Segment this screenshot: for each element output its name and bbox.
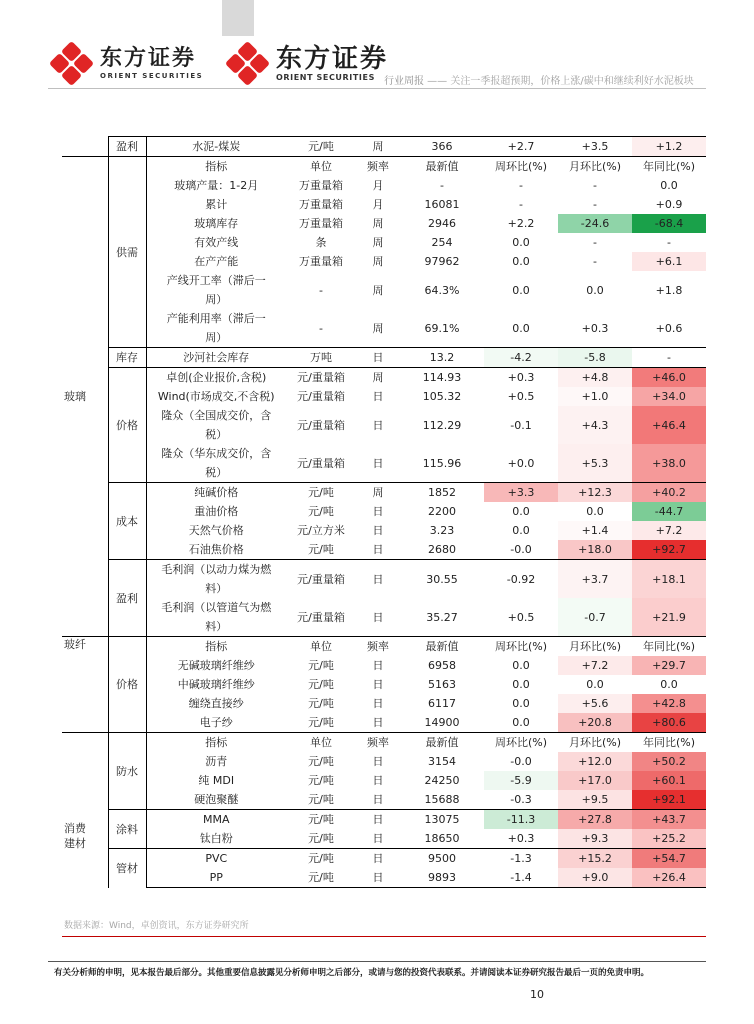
unit-cell: - (319, 283, 323, 297)
indicator-cell: 缠绕直接纱 (188, 697, 244, 710)
latest-value-cell: 114.93 (400, 368, 484, 388)
unit-cell: 元/重量箱 (286, 560, 356, 599)
indicator-cell: 沥青 (205, 755, 228, 768)
frequency-cell: 月 (372, 179, 384, 192)
indicator-cell: 产能利用率（滞后一周） (166, 312, 266, 344)
wow-change-cell: -11.3 (484, 810, 558, 830)
table-row (62, 790, 706, 810)
disclaimer: 有关分析师的申明，见本报告最后部分。其他重要信息披露见分析师申明之后部分，或请与您的投资代表联系。并请阅读本证券研究报告最后一页的免责申明。 (54, 968, 650, 978)
mom-change-cell: +15.2 (558, 849, 632, 869)
indicator-cell: MMA (146, 810, 286, 830)
latest-value-cell: 35.27 (426, 610, 458, 624)
latest-value-cell: 69.1% (424, 321, 460, 335)
category-cell (62, 733, 108, 888)
frequency-cell: 日 (356, 810, 400, 830)
indicator-cell: 重油价格 (194, 505, 239, 518)
unit-cell: 元/吨 (308, 774, 334, 787)
unit-cell: 万重量箱 (299, 255, 343, 268)
unit-cell: 元/重量箱 (297, 390, 345, 403)
yoy-change-cell: -44.7 (632, 502, 706, 521)
table-row (62, 233, 706, 252)
frequency-cell: 日 (372, 543, 384, 556)
table-row (62, 713, 706, 733)
yoy-change-cell: +18.1 (632, 560, 706, 599)
frequency-cell: 日 (372, 716, 384, 729)
wow-change-cell: +0.5 (507, 390, 535, 403)
unit-cell: - (319, 321, 323, 335)
wow-change-cell: 0.0 (512, 236, 530, 249)
yoy-change-cell: +46.4 (632, 406, 706, 444)
latest-value-cell: - (440, 179, 444, 192)
latest-value-cell: 3154 (428, 755, 456, 768)
subgroup-cell: 价格 (108, 368, 146, 483)
indicator-cell: 毛利润（以动力煤为燃料） (146, 560, 286, 599)
mom-change-cell: +17.0 (558, 771, 632, 790)
mom-change-cell: 月环比(%) (558, 733, 632, 753)
wow-change-cell: 0.0 (512, 659, 530, 672)
indicator-cell: 纯碱价格 (146, 483, 286, 503)
latest-value-cell: 13.2 (400, 348, 484, 368)
latest-value-cell: 2680 (428, 543, 456, 556)
table-row (62, 195, 706, 214)
indicator-cell: 玻璃产量：1-2月 (174, 179, 259, 192)
wow-change-cell: -1.3 (484, 849, 558, 869)
unit-cell: 元/吨 (286, 483, 356, 503)
unit-cell: 单位 (286, 733, 356, 753)
latest-value-cell: 6958 (428, 659, 456, 672)
frequency-cell: 周 (372, 321, 384, 335)
mom-change-cell: +0.3 (581, 321, 609, 335)
wow-change-cell: +2.2 (507, 217, 535, 230)
wow-change-cell: -4.2 (484, 348, 558, 368)
unit-cell: 元/吨 (308, 832, 334, 845)
company-logo-small (52, 44, 203, 84)
frequency-cell: 周 (356, 483, 400, 503)
mom-change-cell: - (593, 198, 597, 211)
latest-value-cell: 115.96 (422, 456, 462, 470)
indicator-cell: 指标 (146, 157, 286, 177)
table-row (62, 387, 706, 406)
yoy-change-cell: - (632, 348, 706, 368)
indicator-cell: 卓创(企业报价,含税) (146, 368, 286, 388)
wow-change-cell: +0.5 (507, 610, 535, 624)
mom-change-cell: +5.3 (558, 444, 632, 483)
report-title: —— 关注一季报超预期，价格上涨/碳中和继续利好水泥板块 (424, 76, 694, 87)
mom-change-cell: - (593, 179, 597, 192)
frequency-cell: 日 (372, 610, 384, 624)
mom-change-cell: 0.0 (586, 283, 604, 297)
yoy-change-cell: +60.1 (632, 771, 706, 790)
mom-change-cell: 月环比(%) (558, 157, 632, 177)
table-row (62, 849, 706, 869)
unit-cell: 元/重量箱 (297, 418, 345, 432)
unit-cell: 万吨 (286, 348, 356, 368)
logo-en-text: ORIENT SECURITIES (100, 72, 204, 80)
yoy-change-cell: 0.0 (660, 678, 678, 691)
unit-cell: 元/重量箱 (297, 610, 345, 624)
frequency-cell: 日 (372, 774, 384, 787)
table-row (62, 810, 706, 830)
unit-cell: 元/重量箱 (297, 456, 345, 470)
subgroup-cell: 防水 (108, 733, 146, 810)
latest-value-cell: 5163 (428, 678, 456, 691)
frequency-cell: 日 (372, 390, 384, 403)
yoy-change-cell: +29.7 (632, 656, 706, 675)
frequency-cell: 日 (372, 505, 384, 518)
table-row (62, 157, 706, 177)
latest-value-cell: 13075 (400, 810, 484, 830)
yoy-change-cell: +50.2 (632, 752, 706, 771)
building-materials-data-table (62, 136, 706, 888)
latest-value-cell: 24250 (424, 774, 460, 787)
source-divider (62, 936, 706, 937)
frequency-cell: 周 (372, 255, 384, 268)
yoy-change-cell: +1.8 (655, 283, 683, 297)
latest-value-cell: 3.23 (429, 524, 455, 537)
table-row (62, 637, 706, 657)
latest-value-cell: 9500 (400, 849, 484, 869)
indicator-cell: 天然气价格 (188, 524, 244, 537)
table-row (62, 752, 706, 771)
unit-cell: 元/吨 (308, 697, 334, 710)
table-row (62, 675, 706, 694)
wow-change-cell: -0.92 (484, 560, 558, 599)
subgroup-cell: 供需 (108, 157, 146, 348)
mom-change-cell: +1.0 (558, 387, 632, 406)
mom-change-cell: +9.0 (558, 868, 632, 888)
indicator-cell: 硬泡聚醚 (194, 793, 239, 806)
indicator-cell: 在产产能 (194, 255, 239, 268)
wow-change-cell: 周环比(%) (484, 157, 558, 177)
mom-change-cell: - (593, 255, 597, 268)
latest-value-cell: 112.29 (422, 418, 462, 432)
table-row (62, 483, 706, 503)
frequency-cell: 日 (356, 868, 400, 888)
indicator-cell: PP (146, 868, 286, 888)
unit-cell: 万重量箱 (299, 217, 343, 230)
table-row (62, 656, 706, 675)
indicator-cell: 中碱玻璃纤维纱 (177, 678, 255, 691)
indicator-cell: 电子纱 (199, 716, 233, 729)
report-header (384, 72, 694, 87)
unit-cell: 元/吨 (308, 678, 334, 691)
frequency-cell: 日 (372, 659, 384, 672)
latest-value-cell: 97962 (424, 255, 460, 268)
yoy-change-cell: +0.6 (655, 321, 683, 335)
indicator-cell: 指标 (146, 733, 286, 753)
header-divider (48, 88, 706, 89)
indicator-cell: Wind(市场成交,不含税) (157, 390, 275, 403)
unit-cell: 万重量箱 (299, 179, 343, 192)
wow-change-cell: 周环比(%) (484, 733, 558, 753)
table-row (62, 560, 706, 599)
table-row (62, 214, 706, 233)
yoy-change-cell: +40.2 (632, 483, 706, 503)
mom-change-cell: 0.0 (586, 678, 604, 691)
indicator-cell: 有效产线 (194, 236, 239, 249)
table-row (62, 694, 706, 713)
frequency-cell: 周 (372, 283, 384, 297)
footer-divider (48, 961, 706, 962)
table-row (62, 309, 706, 348)
mom-change-cell: +12.3 (558, 483, 632, 503)
table-row (62, 771, 706, 790)
unit-cell: 单位 (286, 637, 356, 657)
yoy-change-cell: +54.7 (632, 849, 706, 869)
yoy-change-cell: +34.0 (632, 387, 706, 406)
indicator-cell: 无碱玻璃纤维纱 (177, 659, 255, 672)
wow-change-cell: 周环比(%) (484, 637, 558, 657)
mom-change-cell: +1.4 (558, 521, 632, 540)
logo-cn-text: 东方证券 (276, 44, 389, 74)
table-row (62, 540, 706, 560)
category-cell: 玻纤 (62, 637, 108, 733)
unit-cell: 元/吨 (286, 137, 356, 157)
yoy-change-cell: - (667, 236, 671, 249)
wow-change-cell: 0.0 (512, 321, 530, 335)
category-cell: 玻璃 (62, 157, 108, 637)
category-label-line2: 建材 (64, 837, 86, 851)
indicator-cell: 钛白粉 (199, 832, 233, 845)
data-source: 数据来源：Wind，卓创资讯，东方证券研究所 (64, 921, 249, 931)
wow-change-cell: 0.0 (512, 283, 530, 297)
logo-en-text: ORIENT SECURITIES (276, 73, 375, 82)
indicator-cell: PVC (146, 849, 286, 869)
frequency-cell: 日 (356, 348, 400, 368)
indicator-cell: 隆众（华东成交价，含税） (161, 447, 272, 479)
mom-change-cell: +4.8 (558, 368, 632, 388)
indicator-cell: 石油焦价格 (188, 543, 244, 556)
wow-change-cell: +0.0 (507, 456, 535, 470)
table-row (62, 252, 706, 271)
frequency-cell: 周 (356, 137, 400, 157)
yoy-change-cell: +6.1 (632, 252, 706, 271)
mom-change-cell: +27.8 (558, 810, 632, 830)
yoy-change-cell: 0.0 (660, 179, 678, 192)
table-row (62, 521, 706, 540)
wow-change-cell: 0.0 (512, 678, 530, 691)
yoy-change-cell: +46.0 (632, 368, 706, 388)
unit-cell: 元/吨 (308, 543, 334, 556)
logo-cn-text: 东方证券 (100, 46, 197, 71)
mom-change-cell: +20.8 (558, 713, 632, 733)
frequency-cell: 日 (372, 832, 384, 845)
indicator-cell: 指标 (146, 637, 286, 657)
unit-cell: 元/吨 (286, 868, 356, 888)
unit-cell: 条 (315, 236, 327, 249)
mom-change-cell: 月环比(%) (558, 637, 632, 657)
frequency-cell: 日 (356, 849, 400, 869)
wow-change-cell: 0.0 (512, 716, 530, 729)
table-row (62, 444, 706, 483)
report-type: 行业周报 (384, 76, 424, 87)
latest-value-cell: 105.32 (422, 390, 462, 403)
mom-change-cell: -5.8 (558, 348, 632, 368)
wow-change-cell: 0.0 (512, 505, 530, 518)
wow-change-cell: -0.3 (510, 793, 532, 806)
yoy-change-cell: -68.4 (632, 214, 706, 233)
wow-change-cell: +0.3 (507, 832, 535, 845)
yoy-change-cell: +92.1 (632, 790, 706, 810)
latest-value-cell: 366 (400, 137, 484, 157)
wow-change-cell: +2.7 (484, 137, 558, 157)
top-tab-decoration (222, 0, 254, 36)
latest-value-cell: 30.55 (400, 560, 484, 599)
mom-change-cell: +4.3 (558, 406, 632, 444)
subgroup-cell: 涂料 (108, 810, 146, 849)
table-row (62, 829, 706, 849)
subgroup-cell: 库存 (108, 348, 146, 368)
frequency-cell: 频率 (356, 637, 400, 657)
mom-change-cell: +12.0 (558, 752, 632, 771)
yoy-change-cell: +38.0 (632, 444, 706, 483)
logo-mark-icon (228, 44, 268, 84)
indicator-cell: 累计 (205, 198, 228, 211)
wow-change-cell: +3.3 (484, 483, 558, 503)
table-row (62, 368, 706, 388)
unit-cell: 元/吨 (308, 755, 334, 768)
frequency-cell: 日 (372, 793, 384, 806)
wow-change-cell: -0.1 (510, 418, 532, 432)
latest-value-cell: 18650 (424, 832, 460, 845)
company-logo-large (228, 44, 388, 84)
wow-change-cell: 0.0 (512, 524, 530, 537)
category-label-line1: 消费 (64, 822, 86, 836)
wow-change-cell: 0.0 (512, 697, 530, 710)
yoy-change-cell: +42.8 (632, 694, 706, 713)
frequency-cell: 日 (372, 456, 384, 470)
frequency-cell: 周 (356, 368, 400, 388)
frequency-cell: 周 (372, 217, 384, 230)
unit-cell: 元/吨 (286, 810, 356, 830)
indicator-cell: 隆众（全国成交价，含税） (161, 409, 272, 441)
mom-change-cell: -0.7 (558, 598, 632, 637)
latest-value-cell: 最新值 (400, 733, 484, 753)
unit-cell: 元/重量箱 (286, 368, 356, 388)
unit-cell: 单位 (286, 157, 356, 177)
wow-change-cell: -1.4 (484, 868, 558, 888)
unit-cell: 元/吨 (286, 849, 356, 869)
frequency-cell: 周 (372, 236, 384, 249)
indicator-cell: 玻璃库存 (194, 217, 239, 230)
wow-change-cell: - (519, 198, 523, 211)
unit-cell: 元/吨 (308, 793, 334, 806)
unit-cell: 元/吨 (308, 659, 334, 672)
mom-change-cell: +9.3 (558, 829, 632, 849)
latest-value-cell: 最新值 (400, 157, 484, 177)
latest-value-cell: 64.3% (424, 283, 460, 297)
wow-change-cell: -0.0 (510, 543, 532, 556)
mom-change-cell: +9.5 (558, 790, 632, 810)
frequency-cell: 日 (372, 524, 384, 537)
yoy-change-cell: +92.7 (632, 540, 706, 560)
yoy-change-cell: +26.4 (632, 868, 706, 888)
table-row (62, 137, 706, 157)
indicator-cell: 产线开工率（滞后一周） (166, 274, 266, 306)
mom-change-cell: -24.6 (558, 214, 632, 233)
frequency-cell: 日 (372, 678, 384, 691)
yoy-change-cell: +25.2 (632, 829, 706, 849)
subgroup-cell: 盈利 (108, 560, 146, 637)
yoy-change-cell: 年同比(%) (632, 157, 706, 177)
frequency-cell: 频率 (356, 733, 400, 753)
latest-value-cell: 254 (431, 236, 453, 249)
unit-cell: 万重量箱 (299, 198, 343, 211)
mom-change-cell: - (593, 236, 597, 249)
frequency-cell: 日 (372, 418, 384, 432)
latest-value-cell: 14900 (424, 716, 460, 729)
frequency-cell: 频率 (356, 157, 400, 177)
latest-value-cell: 2946 (428, 217, 456, 230)
yoy-change-cell: 年同比(%) (632, 733, 706, 753)
page-number: 10 (530, 988, 544, 1001)
mom-change-cell: +3.7 (558, 560, 632, 599)
latest-value-cell: 1852 (400, 483, 484, 503)
subgroup-cell: 管材 (108, 849, 146, 888)
table-row (62, 502, 706, 521)
latest-value-cell: 最新值 (400, 637, 484, 657)
wow-change-cell: -0.0 (510, 755, 532, 768)
latest-value-cell: 16081 (424, 198, 460, 211)
frequency-cell: 日 (372, 755, 384, 768)
mom-change-cell: +3.5 (558, 137, 632, 157)
table-row (62, 176, 706, 195)
unit-cell: 元/吨 (308, 716, 334, 729)
table-row (62, 348, 706, 368)
latest-value-cell: 6117 (428, 697, 456, 710)
indicator-cell: 水泥-煤炭 (146, 137, 286, 157)
indicator-cell: 毛利润（以管道气为燃料） (161, 601, 272, 633)
yoy-change-cell: +7.2 (632, 521, 706, 540)
latest-value-cell: 2200 (428, 505, 456, 518)
wow-change-cell: - (519, 179, 523, 192)
latest-value-cell: 9893 (400, 868, 484, 888)
wow-change-cell: 0.0 (512, 255, 530, 268)
mom-change-cell: +18.0 (558, 540, 632, 560)
table-row (62, 733, 706, 753)
table-row (62, 598, 706, 637)
indicator-cell: 纯 MDI (198, 774, 235, 787)
mom-change-cell: +5.6 (558, 694, 632, 713)
latest-value-cell: 15688 (424, 793, 460, 806)
yoy-change-cell: +43.7 (632, 810, 706, 830)
mom-change-cell: +7.2 (558, 656, 632, 675)
subgroup-cell: 成本 (108, 483, 146, 560)
table-row (62, 406, 706, 444)
indicator-cell: 沙河社会库存 (146, 348, 286, 368)
frequency-cell: 日 (372, 697, 384, 710)
table-row (62, 868, 706, 888)
frequency-cell: 月 (372, 198, 384, 211)
yoy-change-cell: +0.9 (655, 198, 683, 211)
yoy-change-cell: 年同比(%) (632, 637, 706, 657)
wow-change-cell: -5.9 (484, 771, 558, 790)
yoy-change-cell: +1.2 (632, 137, 706, 157)
unit-cell: 元/立方米 (297, 524, 345, 537)
category-cell (62, 137, 108, 157)
frequency-cell: 日 (356, 560, 400, 599)
logo-mark-icon (52, 44, 92, 84)
table-row (62, 271, 706, 309)
wow-change-cell: +0.3 (484, 368, 558, 388)
subgroup-cell: 盈利 (108, 137, 146, 157)
yoy-change-cell: +80.6 (632, 713, 706, 733)
mom-change-cell: 0.0 (586, 505, 604, 518)
subgroup-cell: 价格 (108, 637, 146, 733)
unit-cell: 元/吨 (308, 505, 334, 518)
yoy-change-cell: +21.9 (632, 598, 706, 637)
